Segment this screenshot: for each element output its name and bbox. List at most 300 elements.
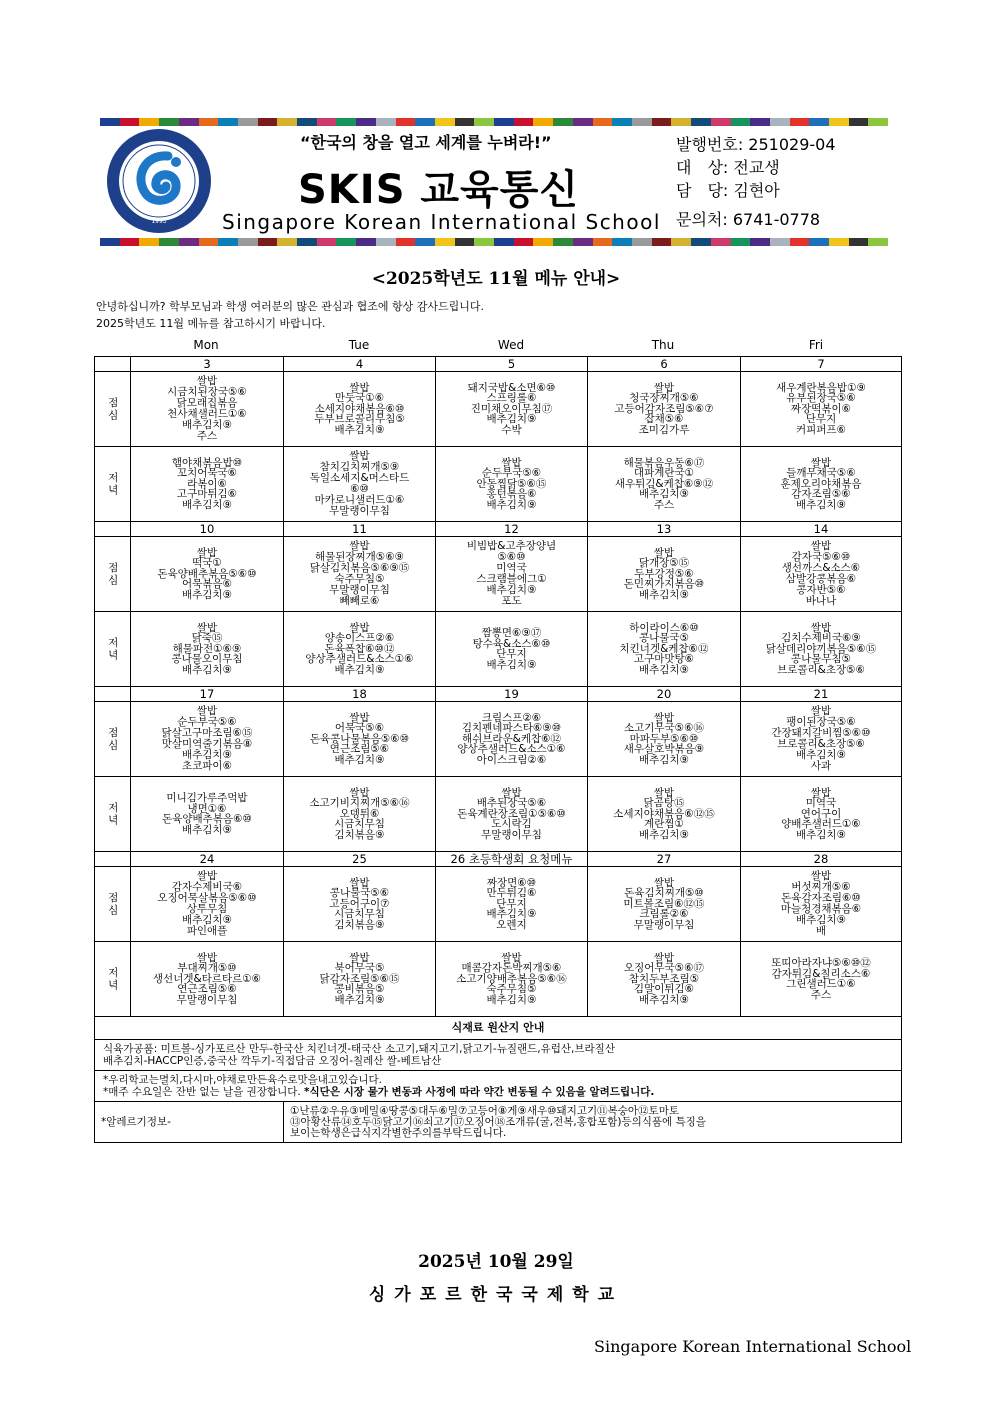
menu-item: 배추김치⑨ [639, 753, 689, 766]
menu-item: 닭곰탕⑮ [643, 797, 685, 810]
menu-item: 간장돼지갈비찜⑤⑥⑩ [771, 727, 871, 739]
dinner-label [95, 447, 131, 522]
stripe-segment [396, 118, 416, 126]
dinner-label-text: 저녁 [106, 801, 119, 827]
lunch-menu-cell [741, 867, 902, 942]
intro-line-2: 2025학년도 11월 메뉴를 참고하시기 바랍니다. [96, 317, 326, 330]
menu-item: 연근조림⑤⑥ [329, 743, 390, 756]
stripe-segment [120, 118, 140, 126]
menu-item: 배 [815, 925, 827, 937]
stripe-segment [809, 238, 829, 246]
lunch-label-text: 점심 [106, 726, 119, 752]
stripe-segment [415, 238, 435, 246]
date-cell: 18 [284, 687, 436, 702]
menu-item: 배추김치⑨ [486, 413, 537, 426]
menu-item: 바나나 [805, 595, 837, 607]
menu-item: 배추김치⑨ [182, 498, 232, 511]
menu-item: 쌀밥 [653, 381, 675, 394]
menu-item: 쌀밥 [196, 546, 218, 559]
stripe-segment [868, 238, 888, 246]
menu-item: 짜장면⑥⑩ [486, 876, 537, 889]
stripe-segment [829, 118, 849, 126]
stripe-segment [533, 118, 553, 126]
stripe-segment [691, 118, 711, 126]
menu-item: 마파두부⑤⑥⑩ [629, 732, 699, 745]
issue-number: 발행번호: 251029-04 [676, 135, 836, 154]
menu-item: 어묵볶음⑥ [182, 578, 232, 591]
stripe-segment [356, 118, 376, 126]
menu-item: 돈육폭찹⑥⑩⑫ [324, 642, 395, 655]
menu-item: 감자조림⑤⑥ [791, 488, 851, 501]
dinner-menu-cell [436, 942, 588, 1017]
menu-item: 무말랭이무침 [176, 993, 238, 1006]
menu-item: 배추김치⑨ [182, 588, 232, 601]
menu-item: 콩나물국⑤ [639, 632, 689, 645]
date-cell: 20 [588, 687, 741, 702]
menu-item: 김치볶음⑨ [334, 828, 385, 841]
menu-item: 미역국 [496, 562, 527, 574]
menu-item: 무말랭이무침 [329, 505, 390, 517]
stripe-segment [553, 238, 573, 246]
day-header-fri: Fri [808, 338, 824, 352]
stripe-segment [809, 118, 829, 126]
menu-item: 배추김치⑨ [182, 749, 232, 761]
menu-item: 쌀밥 [810, 540, 832, 552]
stripe-segment [297, 118, 317, 126]
stripe-segment [612, 238, 632, 246]
menu-item: 돈육양배추볶음⑤⑥⑩ [157, 567, 257, 580]
dinner-menu-cell [131, 612, 284, 687]
stripe-segment [671, 238, 691, 246]
menu-item: 아이스크림②⑥ [476, 753, 547, 766]
date-cell: 25 [284, 852, 436, 867]
stripe-segment [514, 118, 534, 126]
menu-item: 쌀밥 [501, 786, 522, 799]
menu-item: 콩나물무침⑤ [790, 653, 852, 666]
menu-item: 치킨너겟&케찹⑥⑫ [619, 642, 709, 655]
lunch-menu-cell [131, 702, 284, 777]
menu-item: 배추김치⑨ [334, 423, 385, 436]
date-cell: 21 [741, 687, 902, 702]
notice [95, 1071, 902, 1102]
stripe-segment [731, 238, 751, 246]
menu-item: 독일소세지&머스타드 [309, 472, 410, 484]
menu-item: 시금치무침 [334, 818, 385, 831]
stripe-segment [179, 238, 199, 246]
date-cell: 19 [436, 687, 588, 702]
dinner-menu-cell [741, 777, 902, 852]
menu-item: 고구마맛탕⑥ [633, 653, 695, 666]
menu-item: 시금치무침 [334, 908, 385, 921]
menu-item: 소고기무국⑤⑥⑯ [623, 722, 705, 735]
menu-item: 감자수제비국⑥ [171, 881, 243, 893]
menu-item: 배추김치⑨ [486, 658, 537, 671]
menu-item: 김치볶음⑨ [334, 918, 385, 931]
menu-item: 닭살데리야끼볶음⑤⑥⑮ [765, 642, 877, 655]
menu-item: 도시락김 [491, 818, 532, 831]
stripe-segment [849, 238, 869, 246]
menu-item: 무말랭이무침 [481, 828, 542, 841]
day-header-wed: Wed [497, 338, 525, 352]
notice-line-1: *우리학교는멸치,다시마,야채로만든육수로맛을내고있습니다. [103, 1074, 382, 1086]
menu-item: 닭살김치볶음⑤⑥⑨⑮ [309, 562, 410, 574]
date-row-blank [95, 357, 131, 372]
date-cell: 28 [741, 852, 902, 867]
stripe-segment [790, 238, 810, 246]
stripe-segment [593, 238, 613, 246]
menu-item: 참치김치찌개⑤⑨ [319, 461, 400, 473]
lunch-label [95, 537, 131, 612]
menu-item: 잡채⑤⑥ [644, 413, 684, 426]
menu-item: 배추김치⑨ [182, 914, 232, 926]
menu-item: 오징어무국⑤⑥⑰ [623, 962, 705, 975]
date-cell: 11 [284, 522, 436, 537]
menu-item: 빼빼로⑥ [339, 595, 380, 607]
allergy-line-3: 보이는학생은급식지각별한주의를부탁드립니다. [290, 1126, 507, 1139]
menu-item: 배추김치⑨ [796, 914, 846, 926]
date-row-blank [95, 852, 131, 867]
menu-item: 고등어감자조림⑤⑥⑦ [614, 402, 714, 415]
date-cell: 4 [284, 357, 436, 372]
menu-item: 파인애플 [186, 925, 228, 937]
menu-item: 버섯찌개⑤⑥ [791, 881, 851, 893]
menu-item: 숙주무침⑤ [486, 983, 537, 996]
menu-item: 두부강정⑤⑥ [634, 567, 694, 580]
menu-item: 들깨무채국⑤⑥ [786, 467, 856, 480]
lunch-label-text: 점심 [106, 891, 119, 917]
target-audience: 대 상: 전교생 [676, 158, 780, 177]
allergy-info [284, 1102, 902, 1143]
menu-item: 배추김치⑨ [486, 908, 537, 921]
menu-item: 콩나물국⑤⑥ [329, 887, 390, 900]
menu-item: 김치펜네파스타⑥⑨⑩ [461, 722, 562, 735]
menu-item: 배추김치⑨ [486, 584, 537, 596]
menu-item: 닭개장⑤⑮ [638, 557, 690, 570]
day-header-thu: Thu [651, 338, 675, 352]
dinner-label [95, 942, 131, 1017]
menu-item: 만둣국①⑥ [334, 392, 385, 405]
stripe-segment [258, 238, 278, 246]
stripe-segment [297, 238, 317, 246]
dinner-label [95, 612, 131, 687]
lunch-label [95, 372, 131, 447]
menu-item: 스크램블에그① [476, 573, 547, 585]
stripe-segment [238, 238, 258, 246]
allergy-line-2: ⑬아황산류⑭호두⑮닭고기⑯쇠고기⑰오징어⑱조개류(굴,전복,홍합포함)등의식품에 특징을 [290, 1115, 706, 1128]
menu-item: 배추김치⑨ [334, 993, 385, 1006]
menu-item: 쌀밥 [810, 705, 832, 717]
menu-item: 마카로니샐러드①⑥ [314, 494, 405, 506]
lunch-menu-cell [436, 702, 588, 777]
stripe-segment [691, 238, 711, 246]
dinner-menu-cell [436, 612, 588, 687]
menu-item: 비빔밥&고추장양념 [466, 540, 557, 552]
stripe-segment [159, 238, 179, 246]
menu-table [94, 356, 902, 1143]
dinner-menu-cell [131, 447, 284, 522]
stripe-segment [179, 118, 199, 126]
stripe-segment [455, 118, 475, 126]
menu-item: 쌀밥 [196, 621, 218, 634]
menu-item: 하이라이스⑥⑩ [629, 621, 699, 634]
dinner-menu-cell [436, 777, 588, 852]
menu-item: 쌀밥 [196, 375, 218, 387]
menu-item: 쌀밥 [349, 876, 370, 889]
date-cell: 7 [741, 357, 902, 372]
dinner-menu-cell [741, 447, 902, 522]
stripe-segment [199, 238, 219, 246]
menu-item: 브로콜리&초장⑤⑥ [777, 738, 865, 750]
menu-item: 배추김치⑨ [796, 749, 846, 761]
date-cell: 13 [588, 522, 741, 537]
menu-item: 배추김치⑨ [796, 828, 846, 841]
dinner-menu-cell [436, 447, 588, 522]
stripe-segment [731, 118, 751, 126]
menu-item: 쌀밥 [349, 711, 370, 724]
menu-item: 양상추샐러드&소스①⑥ [305, 653, 414, 666]
menu-item: 고구마튀김⑥ [176, 488, 238, 501]
menu-item: 짬뽕면⑥⑨⑰ [481, 627, 542, 639]
menu-item: 소세지야채볶음⑥⑫⑮ [613, 807, 715, 820]
menu-item: 해쉬브라운&케찹⑥⑫ [461, 732, 562, 745]
footer-school-name: Singapore Korean International School [594, 1337, 912, 1356]
stripe-segment [376, 238, 396, 246]
lunch-menu-cell [284, 372, 436, 447]
menu-item: 배추김치⑨ [639, 993, 689, 1006]
school-english-name: Singapore Korean International School [222, 210, 661, 234]
menu-item: 쌀밥 [653, 951, 675, 964]
menu-item: 쌀밥 [653, 876, 675, 889]
dinner-label-text: 저녁 [106, 966, 119, 992]
header-stripe-top [100, 118, 888, 126]
slogan: “한국의 창을 열고 세계를 누벼라!” [300, 133, 552, 152]
menu-item: 쌀밥 [196, 870, 218, 882]
stripe-segment [435, 118, 455, 126]
stripe-segment [238, 118, 258, 126]
menu-item: 계란찜① [644, 818, 684, 831]
dinner-menu-cell [588, 777, 741, 852]
date-cell: 26 초등학생회 요청메뉴 [436, 852, 588, 867]
menu-item: 청국장찌개⑤⑥ [629, 392, 699, 405]
menu-item: 맛살미역줄기볶음⑧ [161, 738, 253, 750]
stripe-segment [573, 118, 593, 126]
menu-item: 주스 [653, 498, 675, 511]
stripe-segment [612, 118, 632, 126]
menu-item: 배추김치⑨ [334, 753, 385, 766]
stripe-segment [356, 238, 376, 246]
menu-item: 닭살고구마조림⑥⑮ [161, 727, 253, 739]
menu-item: 만두튀김⑥ [486, 887, 537, 900]
menu-item: 새우살호박볶음⑨ [623, 743, 705, 756]
menu-item: 수박 [501, 423, 522, 436]
menu-item: 쌀밥 [196, 951, 218, 964]
menu-item: 배추김치⑨ [486, 498, 537, 511]
menu-item: 진미채오이무침⑰ [470, 402, 553, 415]
stripe-segment [277, 118, 297, 126]
menu-item: 조미김가루 [638, 423, 690, 436]
menu-item: 시금치된장국⑤⑥ [167, 386, 247, 398]
menu-item: 쌀밥 [349, 381, 370, 394]
origin-line-1: 식육가공품: 미트볼-싱가포르산 만두-한국산 치킨너겟-태국산 소고기,돼지고기,닭고기-뉴질랜드,유럽산,브라질산 [103, 1043, 615, 1055]
menu-item: 감자국⑤⑥⑩ [791, 551, 851, 563]
menu-item: 배추김치⑨ [639, 588, 689, 601]
menu-item: 콩나물오이무침 [171, 653, 243, 666]
stripe-segment [139, 118, 159, 126]
stripe-segment [455, 238, 475, 246]
menu-item: 커피퍼프⑥ [796, 423, 846, 436]
stripe-segment [711, 238, 731, 246]
menu-item: 배추김치⑨ [639, 488, 689, 501]
menu-item: 돈민찌가지볶음⑩ [623, 578, 705, 591]
stripe-segment [750, 118, 770, 126]
stripe-segment [199, 118, 219, 126]
lunch-menu-cell [588, 867, 741, 942]
menu-item: 그린샐러드①⑥ [786, 978, 856, 990]
menu-item: 상투무침 [186, 903, 228, 915]
menu-item: 소세지야채볶음⑥⑩ [314, 402, 405, 415]
dinner-menu-cell [588, 942, 741, 1017]
date-row-blank [95, 522, 131, 537]
lunch-menu-cell [131, 372, 284, 447]
dinner-menu-cell [284, 942, 436, 1017]
menu-item: 햄야채볶음밥⑩ [171, 456, 243, 469]
menu-item: 배추김치⑨ [182, 419, 232, 431]
dinner-menu-cell [588, 447, 741, 522]
menu-item: 쌀밥 [501, 951, 522, 964]
menu-item: 배추김치⑨ [334, 663, 385, 676]
menu-item: 꼬치어묵국⑥ [176, 467, 238, 480]
stripe-segment [100, 118, 120, 126]
lunch-menu-cell [436, 537, 588, 612]
dinner-menu-cell [131, 777, 284, 852]
lunch-label [95, 867, 131, 942]
stripe-segment [632, 238, 652, 246]
menu-item: 생선까스&소스⑥ [781, 562, 861, 574]
menu-item: 양송이스프②⑥ [324, 632, 395, 645]
dinner-menu-cell [131, 942, 284, 1017]
menu-item: 냉면①⑥ [187, 802, 227, 815]
origin-info [95, 1040, 902, 1071]
menu-item: 천사채샐러드①⑥ [167, 408, 247, 420]
staff-in-charge: 담 당: 김현아 [676, 181, 780, 200]
dinner-menu-cell [741, 612, 902, 687]
menu-item: 단무지 [496, 897, 527, 910]
menu-item: 닭죽⑮ [191, 632, 223, 645]
stripe-segment [652, 238, 672, 246]
lunch-menu-cell [741, 537, 902, 612]
contact-number: 문의처: 6741-0778 [676, 210, 821, 229]
date-cell: 27 [588, 852, 741, 867]
stripe-segment [100, 238, 120, 246]
menu-item: 순두부국⑤⑥ [481, 467, 542, 480]
stripe-segment [849, 118, 869, 126]
menu-item: 떡국① [192, 557, 222, 570]
stripe-segment [593, 118, 613, 126]
stripe-segment [159, 118, 179, 126]
menu-item: 단무지 [496, 648, 527, 660]
stripe-segment [632, 118, 652, 126]
date-cell: 17 [131, 687, 284, 702]
stripe-segment [494, 238, 514, 246]
stripe-segment [376, 118, 396, 126]
menu-item: 돈육감자조림⑥⑩ [781, 892, 861, 904]
stripe-segment [474, 238, 494, 246]
stripe-segment [553, 118, 573, 126]
menu-item: 미니김가루주먹밥 [166, 792, 248, 804]
date-cell: 14 [741, 522, 902, 537]
date-cell: 6 [588, 357, 741, 372]
menu-item: 북어무국⑤ [334, 962, 385, 975]
date-cell: 3 [131, 357, 284, 372]
menu-item: 대파계란국① [633, 467, 695, 480]
menu-item: 오렌지 [496, 918, 527, 931]
menu-item: 감자튀김&칠리소스⑥ [771, 967, 871, 980]
menu-item: 크림스프②⑥ [481, 711, 542, 724]
lunch-label-text: 점심 [106, 561, 119, 587]
menu-item: 미역국 [805, 797, 837, 810]
menu-item: 돈육김치찌개⑤⑩ [624, 887, 704, 900]
menu-item: 순두부국⑤⑥ [177, 716, 237, 728]
stripe-segment [218, 238, 238, 246]
menu-item: 쌀밥 [349, 540, 370, 552]
menu-item: 단무지 [805, 413, 837, 426]
day-header-tue: Tue [348, 338, 370, 352]
menu-item: 주스 [196, 430, 218, 442]
dinner-menu-cell [284, 447, 436, 522]
stripe-segment [415, 118, 435, 126]
menu-item: 팽이된장국⑤⑥ [786, 716, 856, 728]
menu-item: 미트볼조림⑥⑫⑮ [623, 897, 705, 910]
stripe-segment [277, 238, 297, 246]
menu-item: 쌀밥 [810, 786, 832, 799]
lunch-menu-cell [588, 372, 741, 447]
menu-item: 쌀밥 [196, 705, 218, 717]
menu-item: 오뎅튀⑥ [339, 807, 380, 820]
menu-item: 두부브로콜리무침⑤ [314, 413, 405, 426]
menu-item: 무말랭이무침 [329, 584, 390, 596]
menu-item: 유부된장국⑤⑥ [786, 392, 856, 405]
menu-item: 쌀밥 [349, 621, 370, 634]
menu-item: 양배추샐러드①⑥ [781, 818, 861, 831]
dinner-menu-cell [588, 612, 741, 687]
menu-item: 연근조림⑤⑥ [177, 983, 237, 996]
lunch-menu-cell [588, 537, 741, 612]
lunch-menu-cell [131, 537, 284, 612]
notice-line-2: *매주 수요일은 잔반 없는 날을 권장합니다. [103, 1086, 305, 1098]
menu-item: 소고기비지찌개⑤⑥⑯ [309, 797, 410, 810]
menu-item: 닭모래집볶음 [176, 397, 238, 409]
stripe-segment [671, 118, 691, 126]
stripe-segment [494, 118, 514, 126]
menu-item: 콩비볶음⑤ [334, 983, 385, 996]
svg-text:1993: 1993 [151, 218, 167, 225]
issue-date: 2025년 10월 29일 [418, 1252, 574, 1272]
stripe-segment [336, 118, 356, 126]
allergy-line-1: ①난류②우유③메밀④땅콩⑤대두⑥밀⑦고등어⑧게⑨새우⑩돼지고기⑪복숭아⑫토마토 [290, 1104, 679, 1117]
allergy-label: *알레르기정보- [95, 1102, 284, 1143]
origin-line-2: 배추김치-HACCP인증,중국산 깍두기-직접담금 오징어-칠레산 쌀-베트남산 [103, 1055, 442, 1067]
stripe-segment [770, 238, 790, 246]
lunch-menu-cell [284, 537, 436, 612]
menu-item: 배추김치⑨ [182, 663, 232, 676]
menu-item: 배추김치⑨ [486, 993, 537, 1006]
menu-item: 김치수제비국⑥⑨ [781, 632, 861, 645]
menu-item: 양상추샐러드&소스①⑥ [457, 743, 566, 756]
dinner-menu-cell [284, 777, 436, 852]
date-cell: 10 [131, 522, 284, 537]
menu-item: 크림롤②⑥ [639, 908, 689, 921]
menu-item: 돈육계란장조림①⑤⑥⑩ [457, 807, 566, 820]
